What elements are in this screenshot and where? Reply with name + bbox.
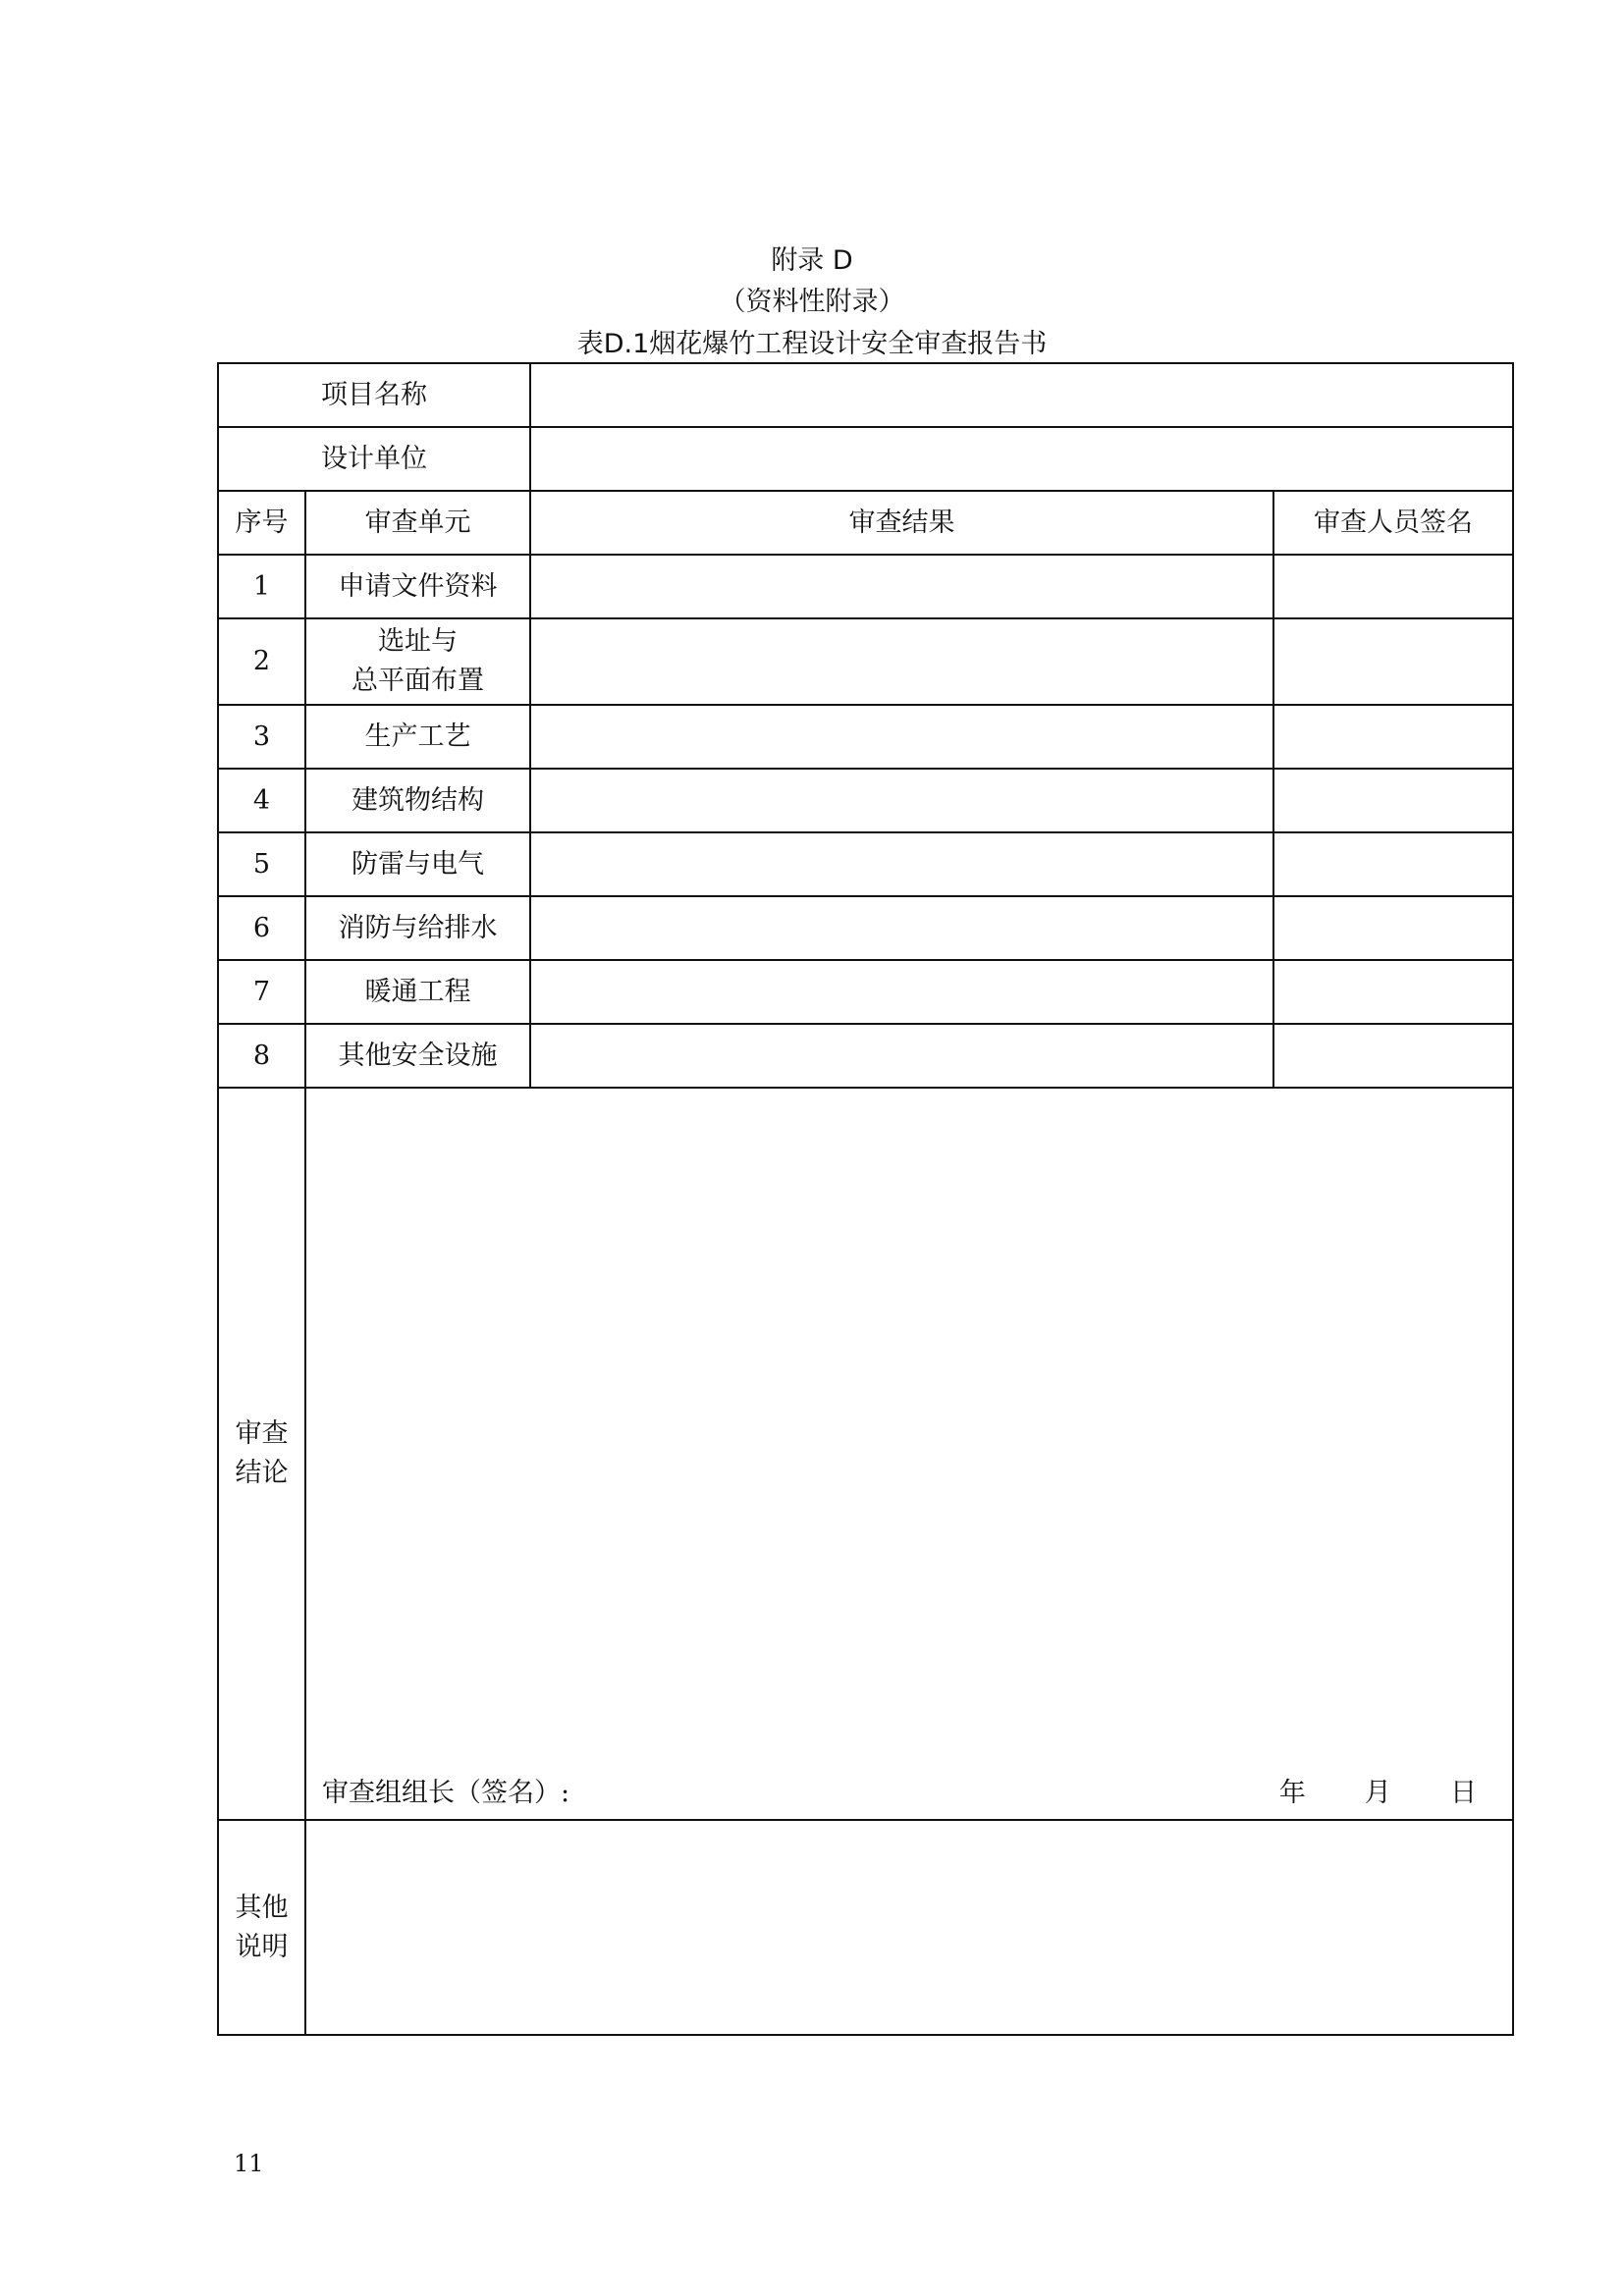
header-signature: 审查人员签名	[1273, 491, 1513, 555]
table-row	[218, 555, 1513, 618]
row-result-field[interactable]	[530, 832, 1273, 896]
conclusion-label-line: 审查	[235, 1418, 289, 1449]
row-no: 3	[218, 705, 305, 769]
row-unit: 暖通工程	[305, 960, 530, 1024]
row-signature-field[interactable]	[1273, 1024, 1513, 1088]
page-number: 11	[234, 2150, 264, 2177]
conclusion-field[interactable]	[305, 1088, 1513, 1820]
table-row	[218, 832, 1513, 896]
row-no: 1	[218, 555, 305, 618]
column-header-row	[218, 491, 1513, 555]
conclusion-label-line: 结论	[235, 1458, 289, 1488]
row-unit: 其他安全设施	[305, 1024, 530, 1088]
conclusion-row	[218, 1088, 1513, 1820]
appendix-heading: 附录 D	[771, 245, 853, 276]
table-row	[218, 705, 1513, 769]
other-notes-row	[218, 1820, 1513, 2035]
row-unit: 生产工艺	[305, 705, 530, 769]
row-signature-field[interactable]	[1273, 832, 1513, 896]
row-result-field[interactable]	[530, 1024, 1273, 1088]
other-notes-label	[218, 1820, 305, 2035]
row-no: 2	[218, 618, 305, 705]
appendix-note: （资料性附录）	[719, 287, 905, 317]
row-no: 8	[218, 1024, 305, 1088]
table-row	[218, 960, 1513, 1024]
other-notes-field[interactable]	[305, 1820, 1513, 2035]
project-name-field[interactable]	[530, 363, 1513, 427]
row-signature-field[interactable]	[1273, 618, 1513, 705]
row-result-field[interactable]	[530, 960, 1273, 1024]
header-unit: 审查单元	[305, 491, 530, 555]
project-name-row	[218, 363, 1513, 427]
leader-signature-label: 审查组组长（签名）:	[322, 1778, 570, 1808]
row-signature-field[interactable]	[1273, 896, 1513, 960]
row-result-field[interactable]	[530, 896, 1273, 960]
other-notes-label-line: 说明	[235, 1931, 289, 1962]
row-result-field[interactable]	[530, 618, 1273, 705]
row-signature-field[interactable]	[1273, 705, 1513, 769]
row-no: 7	[218, 960, 305, 1024]
date-fields	[1279, 1774, 1477, 1813]
header-no: 序号	[218, 491, 305, 555]
row-signature-field[interactable]	[1273, 769, 1513, 832]
review-report-table	[217, 362, 1514, 2036]
row-unit: 防雷与电气	[305, 832, 530, 896]
row-no: 4	[218, 769, 305, 832]
design-unit-row	[218, 427, 1513, 491]
row-result-field[interactable]	[530, 769, 1273, 832]
row-unit-line: 选址与	[378, 626, 458, 657]
design-unit-field[interactable]	[530, 427, 1513, 491]
table-row	[218, 1024, 1513, 1088]
table-title: 表D.1烟花爆竹工程设计安全审查报告书	[576, 329, 1048, 359]
date-day-label: 日	[1450, 1778, 1477, 1808]
row-signature-field[interactable]	[1273, 555, 1513, 618]
row-no: 6	[218, 896, 305, 960]
row-unit: 建筑物结构	[305, 769, 530, 832]
row-signature-field[interactable]	[1273, 960, 1513, 1024]
other-notes-label-line: 其他	[235, 1892, 289, 1923]
table-row	[218, 769, 1513, 832]
table-row	[218, 896, 1513, 960]
date-year-label: 年	[1278, 1778, 1306, 1808]
table-row	[218, 618, 1513, 705]
row-unit: 申请文件资料	[305, 555, 530, 618]
row-result-field[interactable]	[530, 705, 1273, 769]
design-unit-label: 设计单位	[218, 427, 530, 491]
row-result-field[interactable]	[530, 555, 1273, 618]
project-name-label: 项目名称	[218, 363, 530, 427]
date-month-label: 月	[1364, 1778, 1391, 1808]
row-unit-line: 总平面布置	[352, 666, 484, 696]
conclusion-label	[218, 1088, 305, 1820]
row-unit: 消防与给排水	[305, 896, 530, 960]
row-unit	[305, 618, 530, 705]
header-result: 审查结果	[530, 491, 1273, 555]
row-no: 5	[218, 832, 305, 896]
